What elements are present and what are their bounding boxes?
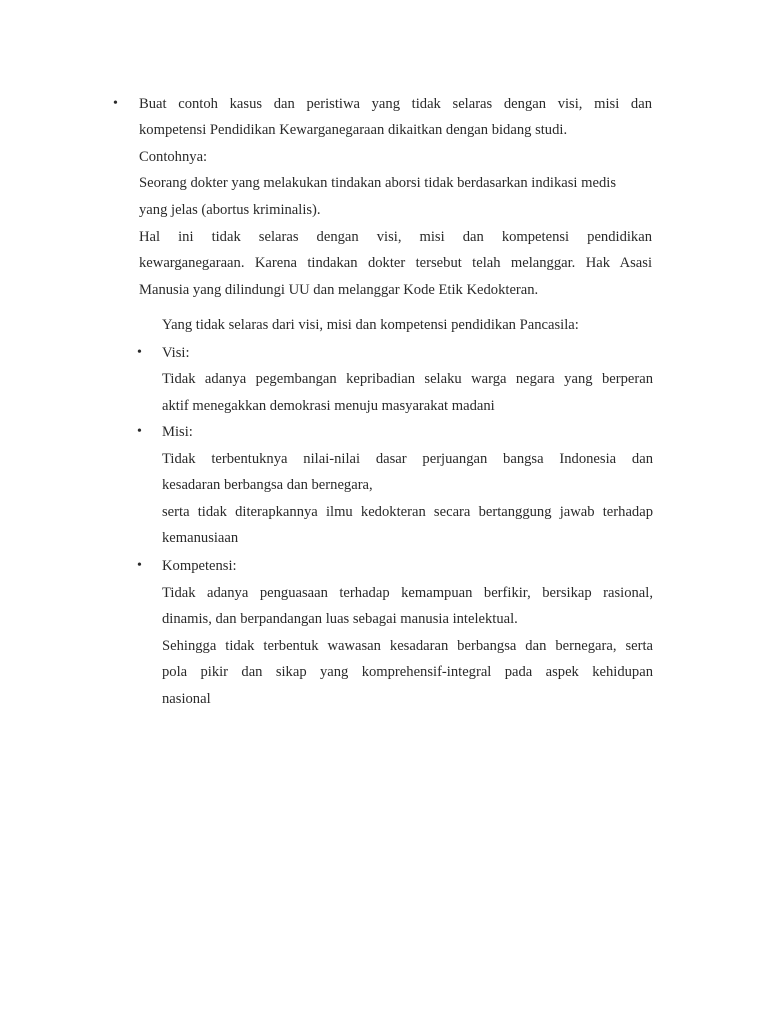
misi-line-3: serta tidak diterapkannya ilmu kedokteran secara bertanggung jawab terhadap <box>162 504 653 520</box>
bullet-kompetensi: • <box>137 558 142 573</box>
task-line-1: Buat contoh kasus dan peristiwa yang tidak selaras dengan visi, misi dan <box>139 96 652 112</box>
task-line-2: kompetensi Pendidikan Kewarganegaraan dikaitkan dengan bidang studi. <box>139 122 568 138</box>
misi-line-2: kesadaran berbangsa dan bernegara, <box>162 477 373 493</box>
example-label: Contohnya: <box>139 149 208 165</box>
kompetensi-line-5: nasional <box>162 691 211 707</box>
kompetensi-line-3: Sehingga tidak terbentuk wawasan kesadaran berbangsa dan bernegara, serta <box>162 638 653 654</box>
misi-line-4: kemanusiaan <box>162 530 239 546</box>
explanation-line-3: Manusia yang dilindungi UU dan melanggar Kode Etik Kedokteran. <box>139 282 539 298</box>
misi-line-1: Tidak terbentuknya nilai-nilai dasar perjuangan bangsa Indonesia dan <box>162 451 653 467</box>
bullet-misi: • <box>137 424 142 439</box>
example-line-1: Seorang dokter yang melakukan tindakan aborsi tidak berdasarkan indikasi medis <box>139 175 616 191</box>
misi-label: Misi: <box>162 424 193 440</box>
bullet-visi: • <box>137 345 142 360</box>
explanation-line-1: Hal ini tidak selaras dengan visi, misi dan kompetensi pendidikan <box>139 229 652 245</box>
intro-sentence: Yang tidak selaras dari visi, misi dan kompetensi pendidikan Pancasila: <box>162 317 579 333</box>
example-line-2: yang jelas (abortus kriminalis). <box>139 202 321 218</box>
kompetensi-line-4: pola pikir dan sikap yang komprehensif-integral pada aspek kehidupan <box>162 664 653 680</box>
bullet-main: • <box>113 96 118 111</box>
kompetensi-label: Kompetensi: <box>162 558 237 574</box>
visi-label: Visi: <box>162 345 190 361</box>
visi-line-1: Tidak adanya pegembangan kepribadian selaku warga negara yang berperan <box>162 371 653 387</box>
explanation-line-2: kewarganegaraan. Karena tindakan dokter tersebut telah melanggar. Hak Asasi <box>139 255 652 271</box>
kompetensi-line-2: dinamis, dan berpandangan luas sebagai manusia intelektual. <box>162 611 518 627</box>
kompetensi-line-1: Tidak adanya penguasaan terhadap kemampuan berfikir, bersikap rasional, <box>162 585 653 601</box>
visi-line-2: aktif menegakkan demokrasi menuju masyarakat madani <box>162 398 495 414</box>
